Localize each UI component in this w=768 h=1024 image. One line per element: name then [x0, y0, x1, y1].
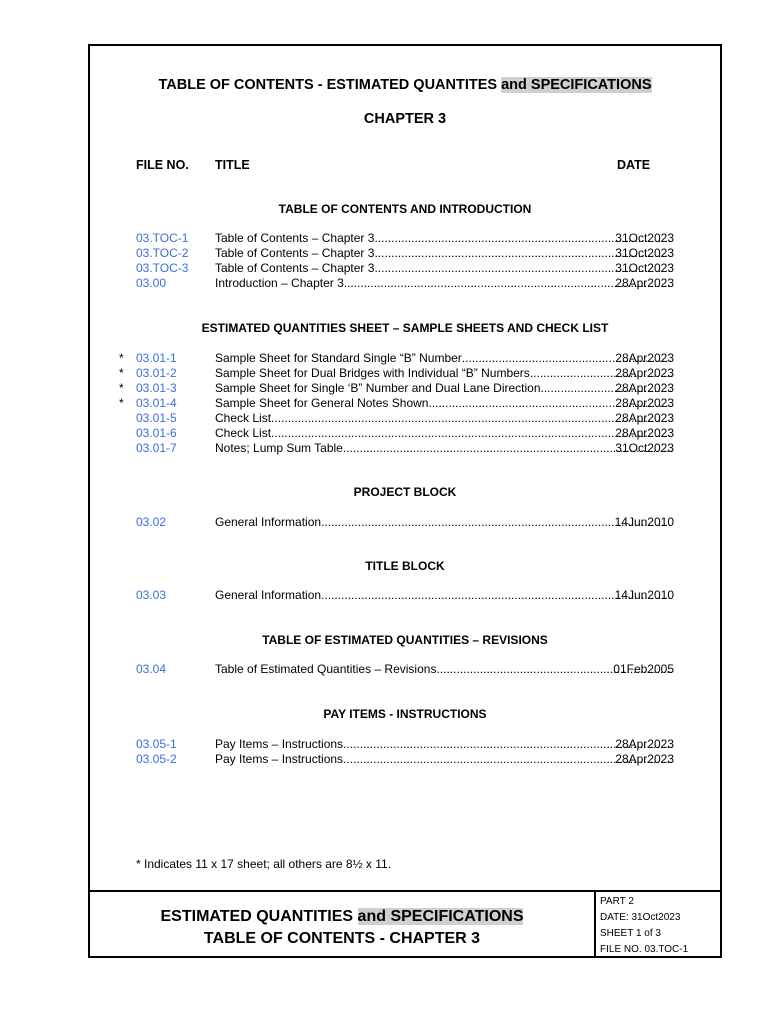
section-heading: TABLE OF CONTENTS AND INTRODUCTION [278, 202, 532, 216]
toc-entry-title-text: Pay Items – Instructions [215, 752, 344, 766]
section-heading: TABLE OF ESTIMATED QUANTITIES – REVISIONS [262, 633, 548, 647]
large-sheet-marker: * [119, 396, 124, 410]
toc-entry-title [215, 351, 672, 366]
toc-entry-title [215, 246, 672, 261]
document-sheet [88, 44, 722, 958]
large-sheet-marker: * [119, 381, 124, 395]
toc-entry-title [215, 231, 672, 246]
toc-row [90, 366, 724, 381]
toc-entry-date: 31Oct2023 [615, 261, 674, 275]
toc-entry-date: 28Apr2023 [615, 426, 674, 440]
toc-row [90, 261, 724, 276]
title-block-line-2: TABLE OF CONTENTS - CHAPTER 3 [203, 930, 481, 947]
toc-row [90, 737, 724, 752]
toc-entry-title-text: Notes; Lump Sum Table [215, 441, 343, 455]
file-number-link[interactable]: 03.00 [136, 276, 167, 290]
file-number-link[interactable]: 03.TOC-3 [136, 261, 189, 275]
toc-entry-title-text: Sample Sheet for Dual Bridges with Individual “B” Numbers [215, 366, 530, 380]
toc-entry-date: 28Apr2023 [615, 396, 674, 410]
section-heading: PAY ITEMS - INSTRUCTIONS [323, 707, 487, 721]
large-sheet-marker: * [119, 351, 124, 365]
title-block [90, 890, 720, 958]
toc-entry-title-text: Table of Contents – Chapter 3 [215, 246, 375, 260]
title-block-divider [594, 892, 596, 958]
toc-row [90, 752, 724, 767]
toc-entry-title [215, 737, 672, 752]
column-header-title: TITLE [215, 158, 250, 172]
toc-entry-title [215, 441, 672, 456]
title-block-line-1-highlight: and SPECIFICATIONS [357, 908, 524, 925]
toc-entry-title [215, 515, 672, 530]
file-number-link[interactable]: 03.05-1 [136, 737, 177, 751]
toc-entry-title-text: General Information [215, 515, 322, 529]
toc-entry-title [215, 276, 672, 291]
toc-entry-title-text: Check List [215, 426, 272, 440]
toc-entry-title [215, 366, 672, 381]
large-sheet-marker: * [119, 366, 124, 380]
toc-entry-date: 01Feb2005 [613, 662, 674, 676]
document-title-highlight: and SPECIFICATIONS [501, 77, 652, 93]
document-title [90, 77, 720, 93]
toc-entry-title-text: Table of Contents – Chapter 3 [215, 261, 375, 275]
section-heading: TITLE BLOCK [365, 559, 445, 573]
toc-entry-title-text: Check List [215, 411, 272, 425]
toc-entry-date: 14Jun2010 [614, 588, 674, 602]
toc-row [90, 662, 724, 677]
title-block-line-1 [90, 908, 594, 926]
toc-entry-title [215, 261, 672, 276]
toc-entry-date: 28Apr2023 [615, 737, 674, 751]
file-number-link[interactable]: 03.03 [136, 588, 167, 602]
toc-entry-title [215, 411, 672, 426]
toc-entry-date: 28Apr2023 [615, 366, 674, 380]
toc-row [90, 411, 724, 426]
toc-entry-date: 28Apr2023 [615, 351, 674, 365]
toc-entry-date: 28Apr2023 [615, 752, 674, 766]
toc-row [90, 515, 724, 530]
title-block-line-1-main: ESTIMATED QUANTITIES [160, 908, 358, 925]
toc-row [90, 426, 724, 441]
file-number-link[interactable]: 03.02 [136, 515, 167, 529]
toc-row [90, 381, 724, 396]
toc-entry-title-text: Table of Estimated Quantities – Revisions [215, 662, 437, 676]
toc-entry-title-text: General Information [215, 588, 322, 602]
toc-entry-title-text: Sample Sheet for Standard Single “B” Number [215, 351, 462, 365]
file-number-link[interactable]: 03.04 [136, 662, 167, 676]
toc-entry-title-text: Introduction – Chapter 3 [215, 276, 344, 290]
section-heading: PROJECT BLOCK [353, 485, 457, 499]
file-number-link[interactable]: 03.TOC-2 [136, 246, 189, 260]
file-number-link[interactable]: 03.05-2 [136, 752, 177, 766]
file-number-link[interactable]: 03.01-4 [136, 396, 177, 410]
footnote: * Indicates 11 x 17 sheet; all others are 8½ x 11. [136, 857, 392, 871]
title-block-file-no: FILE NO. 03.TOC-1 [600, 944, 689, 955]
file-number-link[interactable]: 03.01-7 [136, 441, 177, 455]
document-title-main: TABLE OF CONTENTS - ESTIMATED QUANTITES [158, 77, 502, 93]
toc-entry-title-text: Table of Contents – Chapter 3 [215, 231, 375, 245]
toc-entry-date: 28Apr2023 [615, 381, 674, 395]
toc-entry-date: 28Apr2023 [615, 411, 674, 425]
toc-entry-title [215, 426, 672, 441]
file-number-link[interactable]: 03.01-6 [136, 426, 177, 440]
column-header-date: DATE [617, 158, 651, 172]
title-block-sheet: SHEET 1 of 3 [600, 928, 661, 939]
toc-row [90, 246, 724, 261]
chapter-heading: CHAPTER 3 [363, 111, 447, 127]
toc-entry-date: 14Jun2010 [614, 515, 674, 529]
toc-entry-title [215, 752, 672, 767]
toc-row [90, 396, 724, 411]
toc-row [90, 441, 724, 456]
file-number-link[interactable]: 03.01-2 [136, 366, 177, 380]
toc-entry-title [215, 588, 672, 603]
toc-entry-title-text: Sample Sheet for Single ‘B” Number and Dual Lane Direction [215, 381, 541, 395]
toc-entry-title [215, 396, 672, 411]
toc-row [90, 588, 724, 603]
toc-entry-title-text: Sample Sheet for General Notes Shown [215, 396, 429, 410]
toc-row [90, 231, 724, 246]
toc-entry-title [215, 381, 672, 396]
toc-row [90, 351, 724, 366]
toc-entry-title [215, 662, 672, 677]
section-heading: ESTIMATED QUANTITIES SHEET – SAMPLE SHEETS AND CHECK LIST [201, 321, 609, 335]
title-block-part: PART 2 [600, 896, 634, 907]
toc-entry-date: 31Oct2023 [615, 441, 674, 455]
column-header-file-no: FILE NO. [136, 158, 189, 172]
toc-entry-date: 31Oct2023 [615, 231, 674, 245]
file-number-link[interactable]: 03.01-5 [136, 411, 177, 425]
file-number-link[interactable]: 03.01-3 [136, 381, 177, 395]
toc-entry-date: 31Oct2023 [615, 246, 674, 260]
file-number-link[interactable]: 03.TOC-1 [136, 231, 189, 245]
file-number-link[interactable]: 03.01-1 [136, 351, 177, 365]
toc-entry-title-text: Pay Items – Instructions [215, 737, 344, 751]
toc-entry-date: 28Apr2023 [615, 276, 674, 290]
title-block-date: DATE: 31Oct2023 [600, 912, 681, 923]
toc-row [90, 276, 724, 291]
